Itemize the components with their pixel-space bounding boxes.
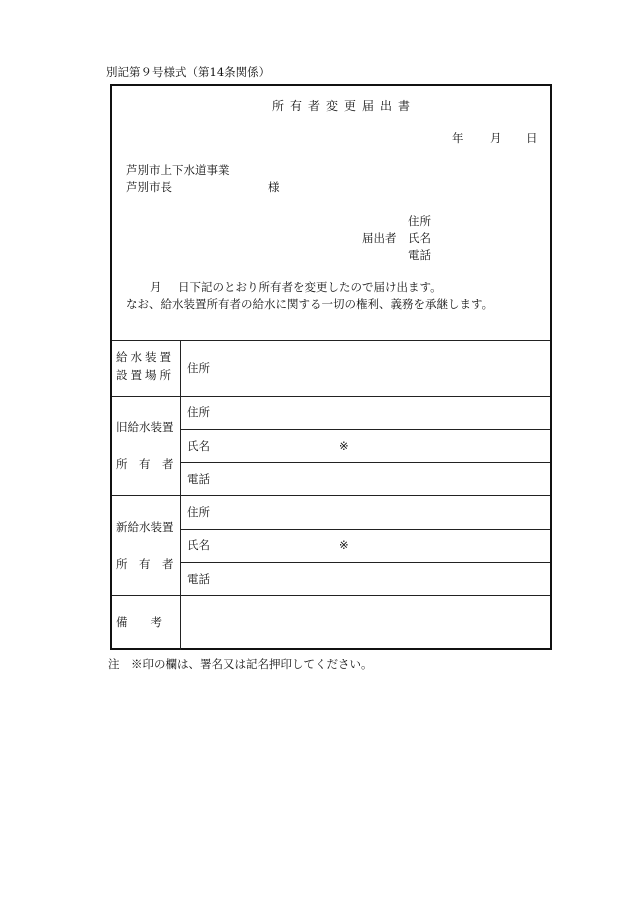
- addressee-honorific: 様: [268, 180, 280, 194]
- addressee-line2: 芦別市長: [126, 180, 172, 194]
- row-divider: [112, 396, 550, 397]
- row-divider: [180, 562, 550, 563]
- new-owner-address-field[interactable]: 住所: [187, 505, 210, 519]
- body-text-line2: なお、給水装置所有者の給水に関する一切の権利、義務を承継します。: [126, 297, 494, 311]
- form-number: 別記第９号様式（第14条関係）: [106, 65, 271, 79]
- old-owner-label-line1: 旧給水装置: [116, 420, 174, 434]
- old-owner-address-field[interactable]: 住所: [187, 405, 210, 419]
- form-title: 所有者変更届出書: [272, 99, 417, 113]
- addressee-line1: 芦別市上下水道事業: [126, 163, 230, 177]
- new-owner-label-line1: 新給水装置: [116, 520, 174, 534]
- location-label-line1: 給水装置: [116, 350, 174, 364]
- location-label-line2: 設置場所: [116, 368, 174, 382]
- old-owner-label-line2: 所 有 者: [116, 457, 174, 471]
- row-divider: [180, 462, 550, 463]
- new-owner-label-line2: 所 有 者: [116, 557, 174, 571]
- date-day-label: 日: [526, 131, 538, 145]
- remarks-field[interactable]: [181, 596, 548, 648]
- applicant-address-label: 住所: [408, 214, 431, 228]
- body-month-label: 月: [150, 280, 162, 294]
- body-text-line1: 日下記のとおり所有者を変更したので届け出ます。: [178, 280, 442, 294]
- old-owner-signature-mark: ※: [339, 439, 349, 453]
- new-owner-signature-mark: ※: [339, 538, 349, 552]
- table-top-border: [112, 340, 550, 341]
- date-year-label: 年: [452, 131, 464, 145]
- applicant-label: 届出者: [362, 231, 397, 245]
- row-divider: [180, 529, 550, 530]
- footer-note: 注 ※印の欄は、署名又は記名押印してください。: [108, 657, 373, 671]
- new-owner-phone-field[interactable]: 電話: [187, 572, 210, 586]
- new-owner-name-field[interactable]: 氏名: [187, 538, 210, 552]
- applicant-phone-label: 電話: [408, 248, 431, 262]
- form-frame: [110, 84, 552, 650]
- old-owner-phone-field[interactable]: 電話: [187, 472, 210, 486]
- applicant-name-label: 氏名: [408, 231, 431, 245]
- remarks-label: 備 考: [116, 615, 162, 629]
- row-divider: [180, 429, 550, 430]
- location-address-field[interactable]: 住所: [187, 361, 210, 375]
- row-divider: [112, 495, 550, 496]
- date-month-label: 月: [490, 131, 502, 145]
- old-owner-name-field[interactable]: 氏名: [187, 439, 210, 453]
